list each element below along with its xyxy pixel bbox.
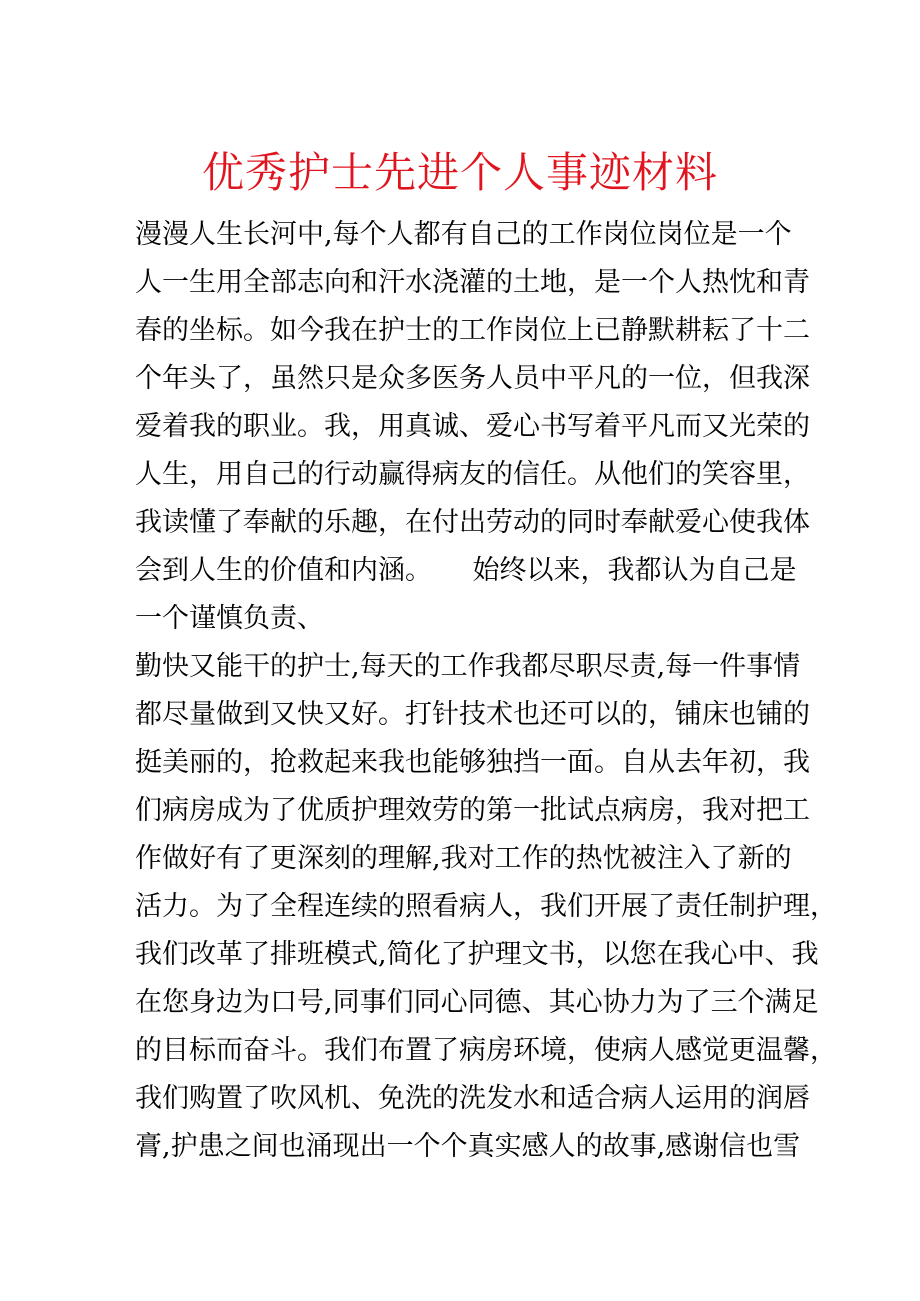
document-body [135,211,837,1171]
body-line: 我们购置了吹风机、免洗的洗发水和适合病人运用的润唇 [135,1083,810,1114]
document-title: 优秀护士先进个人事迹材料 [201,148,718,197]
body-line: 我们改革了排班模式,简化了护理文书，以您在我心中、我 [135,939,819,970]
body-line: 个年头了，虽然只是众多医务人员中平凡的一位，但我深 [135,363,810,394]
body-line: 爱着我的职业。我，用真诚、爱心书写着平凡而又光荣的 [135,411,810,442]
body-line: 们病房成为了优质护理效劳的第一批试点病房，我对把工 [135,795,810,826]
body-line: 作做好有了更深刻的理解,我对工作的热忱被注入了新的 [135,843,792,874]
body-line: 人一生用全部志向和汗水浇灌的土地，是一个人热忱和青 [135,267,810,298]
body-line: 挺美丽的，抢救起来我也能够独挡一面。自从去年初，我 [135,747,810,778]
body-line: 一个谨慎负责、 [135,603,324,634]
body-line: 膏,护患之间也涌现出一个个真实感人的故事,感谢信也雪 [135,1131,801,1162]
body-line: 的目标而奋斗。我们布置了病房环境，使病人感觉更温馨， [135,1035,837,1066]
body-line: 我读懂了奉献的乐趣，在付出劳动的同时奉献爱心使我体 [135,507,810,538]
body-line: 在您身边为口号,同事们同心同德、其心协力为了三个满足 [135,987,819,1018]
body-line: 人生，用自己的行动赢得病友的信任。从他们的笑容里， [135,459,810,490]
body-line: 都尽量做到又快又好。打针技术也还可以的，铺床也铺的 [135,699,810,730]
body-line: 会到人生的价值和内涵。 始终以来，我都认为自己是 [135,555,797,586]
body-line: 春的坐标。如今我在护士的工作岗位上已静默耕耘了十二 [135,315,810,346]
body-line: 漫漫人生长河中,每个人都有自己的工作岗位岗位是一个 [135,219,792,250]
body-line: 活力。为了全程连续的照看病人，我们开展了责任制护理， [135,891,837,922]
body-line: 勤快又能干的护士,每天的工作我都尽职尽责,每一件事情 [135,651,801,682]
